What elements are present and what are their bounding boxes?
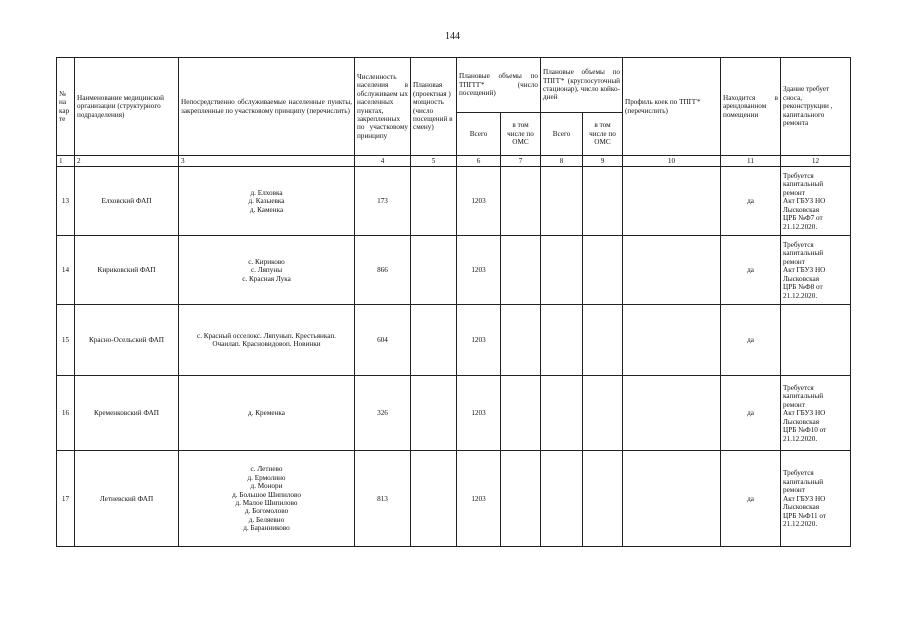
header-population: Численность населения в обслуживаем ых населенных пунктах, закрепленных по участковому принципу [355,58,411,156]
settlement-line: с. Красный осселокс. Ляпунып. Крестьянкап. [197,332,336,340]
bed-profile-cell [623,236,721,305]
visits-oms-cell [501,305,541,376]
beds-total-cell [541,451,583,547]
condition-cell [781,305,851,376]
condition-line: Акт ГБУЗ НО [783,197,826,206]
rented-cell: да [721,167,781,236]
visits-total-cell: 1203 [457,236,501,305]
row-number: 15 [57,305,75,376]
condition-line: 21.12.2020. [783,291,818,300]
beds-total-cell [541,305,583,376]
table-body [57,167,851,547]
condition-cell [781,376,851,451]
row-number: 16 [57,376,75,451]
settlement-line: с. Красная Лука [242,274,291,283]
condition-line: Требуется [783,469,814,478]
header-beds-group: Плановые объемы по ТПГГ* (круглосуточный стационар), число койко-дней [541,58,623,113]
condition-line: Лысковская [783,205,820,214]
bed-profile-cell [623,451,721,547]
condition-line: Лысковская [783,417,820,426]
condition-line: Акт ГБУЗ НО [783,266,826,275]
population-cell: 813 [355,451,411,547]
organization-name: Кременковский ФАП [75,376,179,451]
page-number: 144 [445,31,460,42]
row-number: 17 [57,451,75,547]
column-number: 10 [623,156,721,167]
rented-cell: да [721,451,781,547]
beds-oms-cell [583,305,623,376]
table-row [57,451,851,547]
condition-line: 21.12.2020. [783,222,818,231]
header-settlements: Непосредственно обслуживаемые населенные пункты, закрепленные по участковому принципу (перечислить) [179,58,355,156]
condition-line: Требуется [783,240,814,249]
organization-name: Летневский ФАП [75,451,179,547]
settlement-line: д. Казыевка [248,197,285,206]
header-condition: Здание требует сноса, реконструкции , капитального ремонта [781,58,851,156]
condition-line: ремонт [783,257,805,266]
settlement-line: с. Летнево [250,465,283,474]
column-number: 6 [457,156,501,167]
table-row [57,376,851,451]
condition-line: Лысковская [783,274,820,283]
visits-total-cell: 1203 [457,167,501,236]
settlement-line: д. Кременка [248,409,285,418]
header-beds-oms: в том числе по ОМС [583,113,623,156]
beds-oms-cell [583,451,623,547]
visits-total-cell: 1203 [457,305,501,376]
settlements-cell [179,236,355,305]
population-cell: 604 [355,305,411,376]
settlement-line: д. Малое Шипилово [235,498,298,507]
organization-name: Елховский ФАП [75,167,179,236]
capacity-cell [411,376,457,451]
condition-line: капитальный [783,249,824,258]
condition-line: ЦРБ №Ф8 от [783,283,823,292]
beds-oms-cell [583,167,623,236]
condition-line: ремонт [783,486,805,495]
beds-total-cell [541,167,583,236]
rented-cell: да [721,305,781,376]
beds-oms-cell [583,376,623,451]
condition-line: ремонт [783,400,805,409]
settlements-cell [179,451,355,547]
table-row [57,236,851,305]
population-cell: 866 [355,236,411,305]
visits-total-cell: 1203 [457,451,501,547]
condition-line: Требуется [783,383,814,392]
table-row [57,305,851,376]
facilities-table [56,57,851,547]
visits-oms-cell [501,376,541,451]
visits-total-cell: 1203 [457,376,501,451]
condition-line: ЦРБ №Ф7 от [783,214,823,223]
capacity-cell [411,167,457,236]
population-cell: 326 [355,376,411,451]
rented-cell: да [721,236,781,305]
bed-profile-cell [623,305,721,376]
header-bed-profile: Профиль коек по ТПГГ* (перечислить) [623,58,721,156]
settlement-line: с. Ляпуны [250,266,283,275]
column-number: 1 [57,156,75,167]
condition-line: ЦРБ №Ф10 от [783,426,827,435]
visits-oms-cell [501,236,541,305]
column-number: 3 [179,156,355,167]
settlement-line: д. Каменка [249,205,284,214]
column-number: 12 [781,156,851,167]
row-number: 14 [57,236,75,305]
settlements-cell [179,376,355,451]
column-number: 4 [355,156,411,167]
column-number: 8 [541,156,583,167]
settlement-line: д. Ермолино [247,473,286,482]
settlement-line: д. Большое Шипилово [232,490,301,499]
condition-line: капитальный [783,180,824,189]
header-visits-total: Всего [457,113,501,156]
capacity-cell [411,451,457,547]
condition-line: ЦРБ №Ф11 от [783,511,827,520]
condition-cell [781,167,851,236]
header-organization: Наименование медицинской организации (структурного подразделения) [75,58,179,156]
row-number: 13 [57,167,75,236]
capacity-cell [411,305,457,376]
condition-line: капитальный [783,392,824,401]
settlement-line: д. Баранниково [243,524,290,533]
header-card-number: № на кар те [57,58,75,156]
header-capacity: Плановая (проектная ) мощность (число посещений в смену) [411,58,457,156]
organization-name: Кириковский ФАП [75,236,179,305]
condition-line: Акт ГБУЗ НО [783,409,826,418]
beds-oms-cell [583,236,623,305]
column-number-row [57,156,851,167]
beds-total-cell [541,376,583,451]
column-number: 11 [721,156,781,167]
condition-line: 21.12.2020. [783,520,818,529]
column-number: 9 [583,156,623,167]
header-visits-oms: в том числе по ОМС [501,113,541,156]
condition-cell [781,451,851,547]
condition-line: ремонт [783,188,805,197]
settlement-line: д. Беляевно [248,515,285,524]
visits-oms-cell [501,451,541,547]
table-row [57,167,851,236]
beds-total-cell [541,236,583,305]
condition-line: 21.12.2020. [783,434,818,443]
header-beds-total: Всего [541,113,583,156]
header-rented: Находится в арендованном помещении [721,58,781,156]
rented-cell: да [721,376,781,451]
organization-name: Красно-Осельский ФАП [75,305,179,376]
population-cell: 173 [355,167,411,236]
condition-line: Лысковская [783,503,820,512]
settlement-line: д. Елховка [250,188,283,197]
bed-profile-cell [623,167,721,236]
column-number: 7 [501,156,541,167]
condition-line: Требуется [783,171,814,180]
condition-line: Акт ГБУЗ НО [783,494,826,503]
column-number: 2 [75,156,179,167]
condition-line: капитальный [783,477,824,486]
column-number: 5 [411,156,457,167]
bed-profile-cell [623,376,721,451]
header-row [57,58,851,113]
header-visits-group: Плановые объемы по ТПГГГ* (число посещений) [457,58,541,113]
capacity-cell [411,236,457,305]
visits-oms-cell [501,167,541,236]
settlement-line: Очаилап. Красновидовоп. Новинки [212,340,321,349]
settlements-cell [179,305,355,376]
settlement-line: с. Кириково [248,257,285,266]
settlement-line: д. Монори [250,482,283,491]
settlement-line: д. Богомолово [244,507,289,516]
condition-cell [781,236,851,305]
settlements-cell [179,167,355,236]
